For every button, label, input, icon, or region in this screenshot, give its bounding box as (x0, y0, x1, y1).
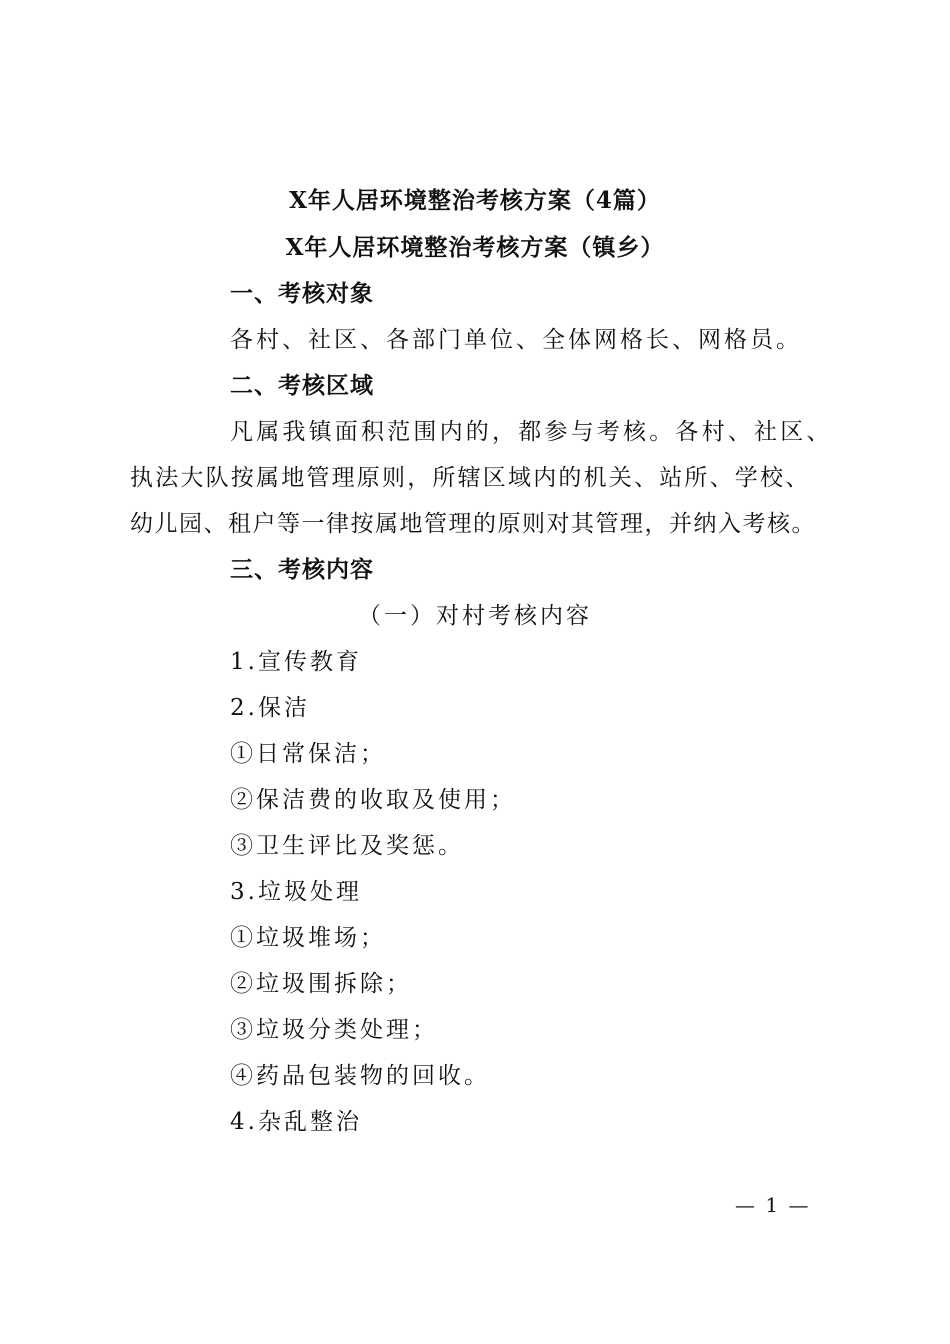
list-item: 1.宣传教育 (230, 649, 362, 675)
section-2-line-2: 执法大队按属地管理原则，所辖区域内的机关、站所、学校、 (130, 465, 811, 491)
page-number: — 1 — (735, 1193, 811, 1217)
document-title: X年人居环境整治考核方案（4篇） (289, 187, 661, 214)
list-item: 2.保洁 (230, 695, 310, 721)
list-item: ④药品包装物的回收。 (230, 1063, 490, 1089)
section-3-subheading: （一）对村考核内容 (358, 603, 592, 629)
list-item: ③垃圾分类处理； (230, 1017, 438, 1043)
list-item: 4.杂乱整治 (230, 1109, 362, 1135)
list-item: ①垃圾堆场； (230, 925, 386, 951)
section-heading-1: 一、考核对象 (230, 281, 374, 307)
list-item: ③卫生评比及奖惩。 (230, 833, 464, 859)
section-2-line-1: 凡属我镇面积范围内的，都参与考核。各村、社区、 (230, 419, 833, 445)
section-heading-3: 三、考核内容 (230, 557, 374, 583)
document-subtitle: X年人居环境整治考核方案（镇乡） (285, 234, 665, 261)
list-item: ①日常保洁； (230, 741, 386, 767)
section-2-line-3: 幼儿园、租户等一律按属地管理的原则对其管理，并纳入考核。 (130, 511, 816, 537)
section-heading-2: 二、考核区域 (230, 373, 374, 399)
section-1-text: 各村、社区、各部门单位、全体网格长、网格员。 (230, 327, 802, 353)
list-item: ②保洁费的收取及使用； (230, 787, 516, 813)
list-item: ②垃圾围拆除； (230, 971, 412, 997)
list-item: 3.垃圾处理 (230, 879, 362, 905)
